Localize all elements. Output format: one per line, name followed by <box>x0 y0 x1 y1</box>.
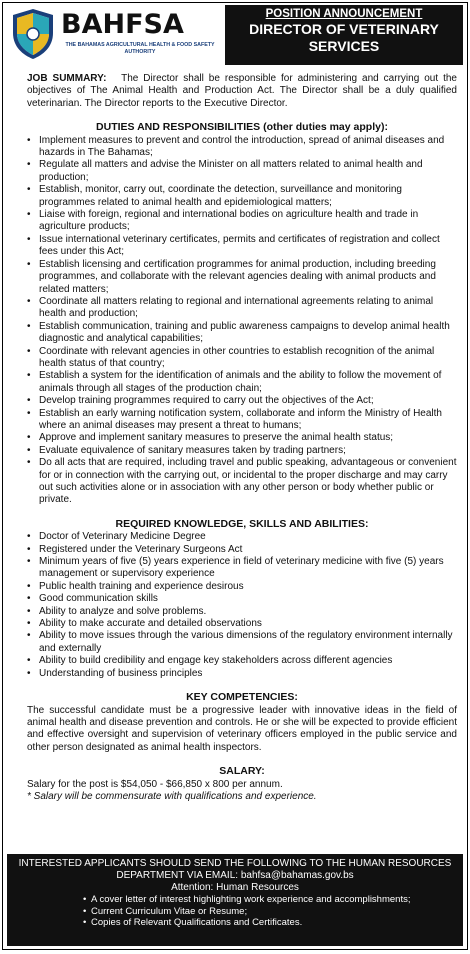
list-item: • Doctor of Veterinary Medicine Degree <box>27 531 457 543</box>
salary-note: * Salary will be commensurate with qualifications and experience. <box>27 790 317 802</box>
list-item: • Establish an early warning notification system, collaborate and inform the Ministry of Health where an animal diseases may present a threat to humans; <box>27 408 457 433</box>
salary-text: Salary for the post is $54,050 - $66,850 x 800 per annum. <box>27 778 283 790</box>
list-item: • Establish, monitor, carry out, coordinate the detection, surveillance and monitoring programmes related to animal health and epidemiological matters; <box>27 184 457 209</box>
list-item: • Develop training programmes required to carry out the objectives of the Act; <box>27 395 457 407</box>
job-summary-label: JOB SUMMARY: <box>27 73 107 84</box>
list-item: • Liaise with foreign, regional and international bodies on agriculture health and trade in agriculture products; <box>27 209 457 234</box>
list-item: • Implement measures to prevent and control the introduction, spread of animal diseases and hazards in The Bahamas; <box>27 135 457 160</box>
list-item: • Do all acts that are required, including travel and public speaking, advantageous or convenient for or in connection with the carrying out, or incidental to the proper discharge and may carry out such activities alone or in association with any other person or body whether public or private. <box>27 457 457 507</box>
list-item: • Current Curriculum Vitae or Resume; <box>83 906 463 918</box>
announcement-page <box>2 2 468 950</box>
position-title-line1: DIRECTOR OF VETERINARY <box>249 21 439 37</box>
list-item: • Minimum years of five (5) years experience in field of veterinary medicine with five (5) years management or supervisory experience <box>27 556 457 581</box>
list-item: • Establish communication, training and public awareness campaigns to develop animal health diagnostic and analytical capabilities; <box>27 321 457 346</box>
list-item: • Regulate all matters and advise the Minister on all matters related to animal health and production; <box>27 159 457 184</box>
salary-heading: SALARY: <box>219 765 265 778</box>
title-box <box>225 5 463 65</box>
application-footer <box>7 854 463 946</box>
footer-requirements-list <box>83 894 463 929</box>
logo-subtitle: THE BAHAMAS AGRICULTURAL HEALTH & FOOD SAFETY AUTHORITY <box>65 42 215 55</box>
logo <box>9 7 219 63</box>
list-item: • Ability to analyze and solve problems. <box>27 606 457 618</box>
list-item: • Establish a system for the identification of animals and the ability to follow the movement of animals through all stages of the production chain; <box>27 370 457 395</box>
list-item: • A cover letter of interest highlighting work experience and accomplishments; <box>83 894 463 906</box>
requirements-list <box>27 531 457 680</box>
footer-attention: Attention: Human Resources <box>171 882 299 893</box>
list-item: • Copies of Relevant Qualifications and Certificates. <box>83 917 463 929</box>
body-content <box>3 73 467 803</box>
list-item: • Understanding of business principles <box>27 668 457 680</box>
footer-email-line: DEPARTMENT VIA EMAIL: bahfsa@bahamas.gov.bs <box>116 870 354 881</box>
position-title-line2: SERVICES <box>308 38 380 54</box>
list-item: • Establish licensing and certification programmes for animal production, including breeding programmes, and collaborate with the relevant agencies dealing with animal products and related matters; <box>27 259 457 296</box>
list-item: • Issue international veterinary certificates, permits and certificates of registration and collect fees under this Act; <box>27 234 457 259</box>
competencies-text: The successful candidate must be a progressive leader with innovative ideas in the field of animal health and disease prevention and controls. He or she will be expected to provide efficient and effective oversight and supervision of veterinary officers employed in the public service and other person designated as animal health inspectors. <box>27 704 457 753</box>
competencies-heading: KEY COMPETENCIES: <box>186 691 298 704</box>
list-item: • Good communication skills <box>27 593 457 605</box>
announcement-heading: POSITION ANNOUNCEMENT <box>265 8 423 20</box>
job-summary <box>27 73 457 110</box>
requirements-heading: REQUIRED KNOWLEDGE, SKILLS AND ABILITIES: <box>115 517 369 530</box>
list-item: • Approve and implement sanitary measures to preserve the animal health status; <box>27 432 457 444</box>
header <box>3 3 467 69</box>
bahfsa-shield-icon <box>9 7 57 61</box>
list-item: • Public health training and experience desirous <box>27 581 457 593</box>
job-summary-text: The Director shall be responsible for administering and carrying out the objectives of The Animal Health and Production Act. The Director shall be a duly qualified veterinarian. The Director reports to the Executive Director. <box>27 73 457 109</box>
duties-heading: DUTIES AND RESPONSIBILITIES (other duties may apply): <box>96 121 388 134</box>
footer-instruction: INTERESTED APPLICANTS SHOULD SEND THE FOLLOWING TO THE HUMAN RESOURCES <box>18 858 452 869</box>
list-item: • Ability to move issues through the various dimensions of the regulatory environment internally and externally <box>27 630 457 655</box>
logo-wordmark: BAHFSA <box>61 9 184 40</box>
list-item: • Ability to make accurate and detailed observations <box>27 618 457 630</box>
list-item: • Coordinate with relevant agencies in other countries to establish recognition of the animal health status of that country; <box>27 346 457 371</box>
list-item: • Ability to build credibility and engage key stakeholders across different agencies <box>27 655 457 667</box>
duties-list <box>27 135 457 507</box>
list-item: • Evaluate equivalence of sanitary measures taken by trading partners; <box>27 445 457 457</box>
list-item: • Coordinate all matters relating to regional and international agreements relating to animal health and production; <box>27 296 457 321</box>
list-item: • Registered under the Veterinary Surgeons Act <box>27 544 457 556</box>
